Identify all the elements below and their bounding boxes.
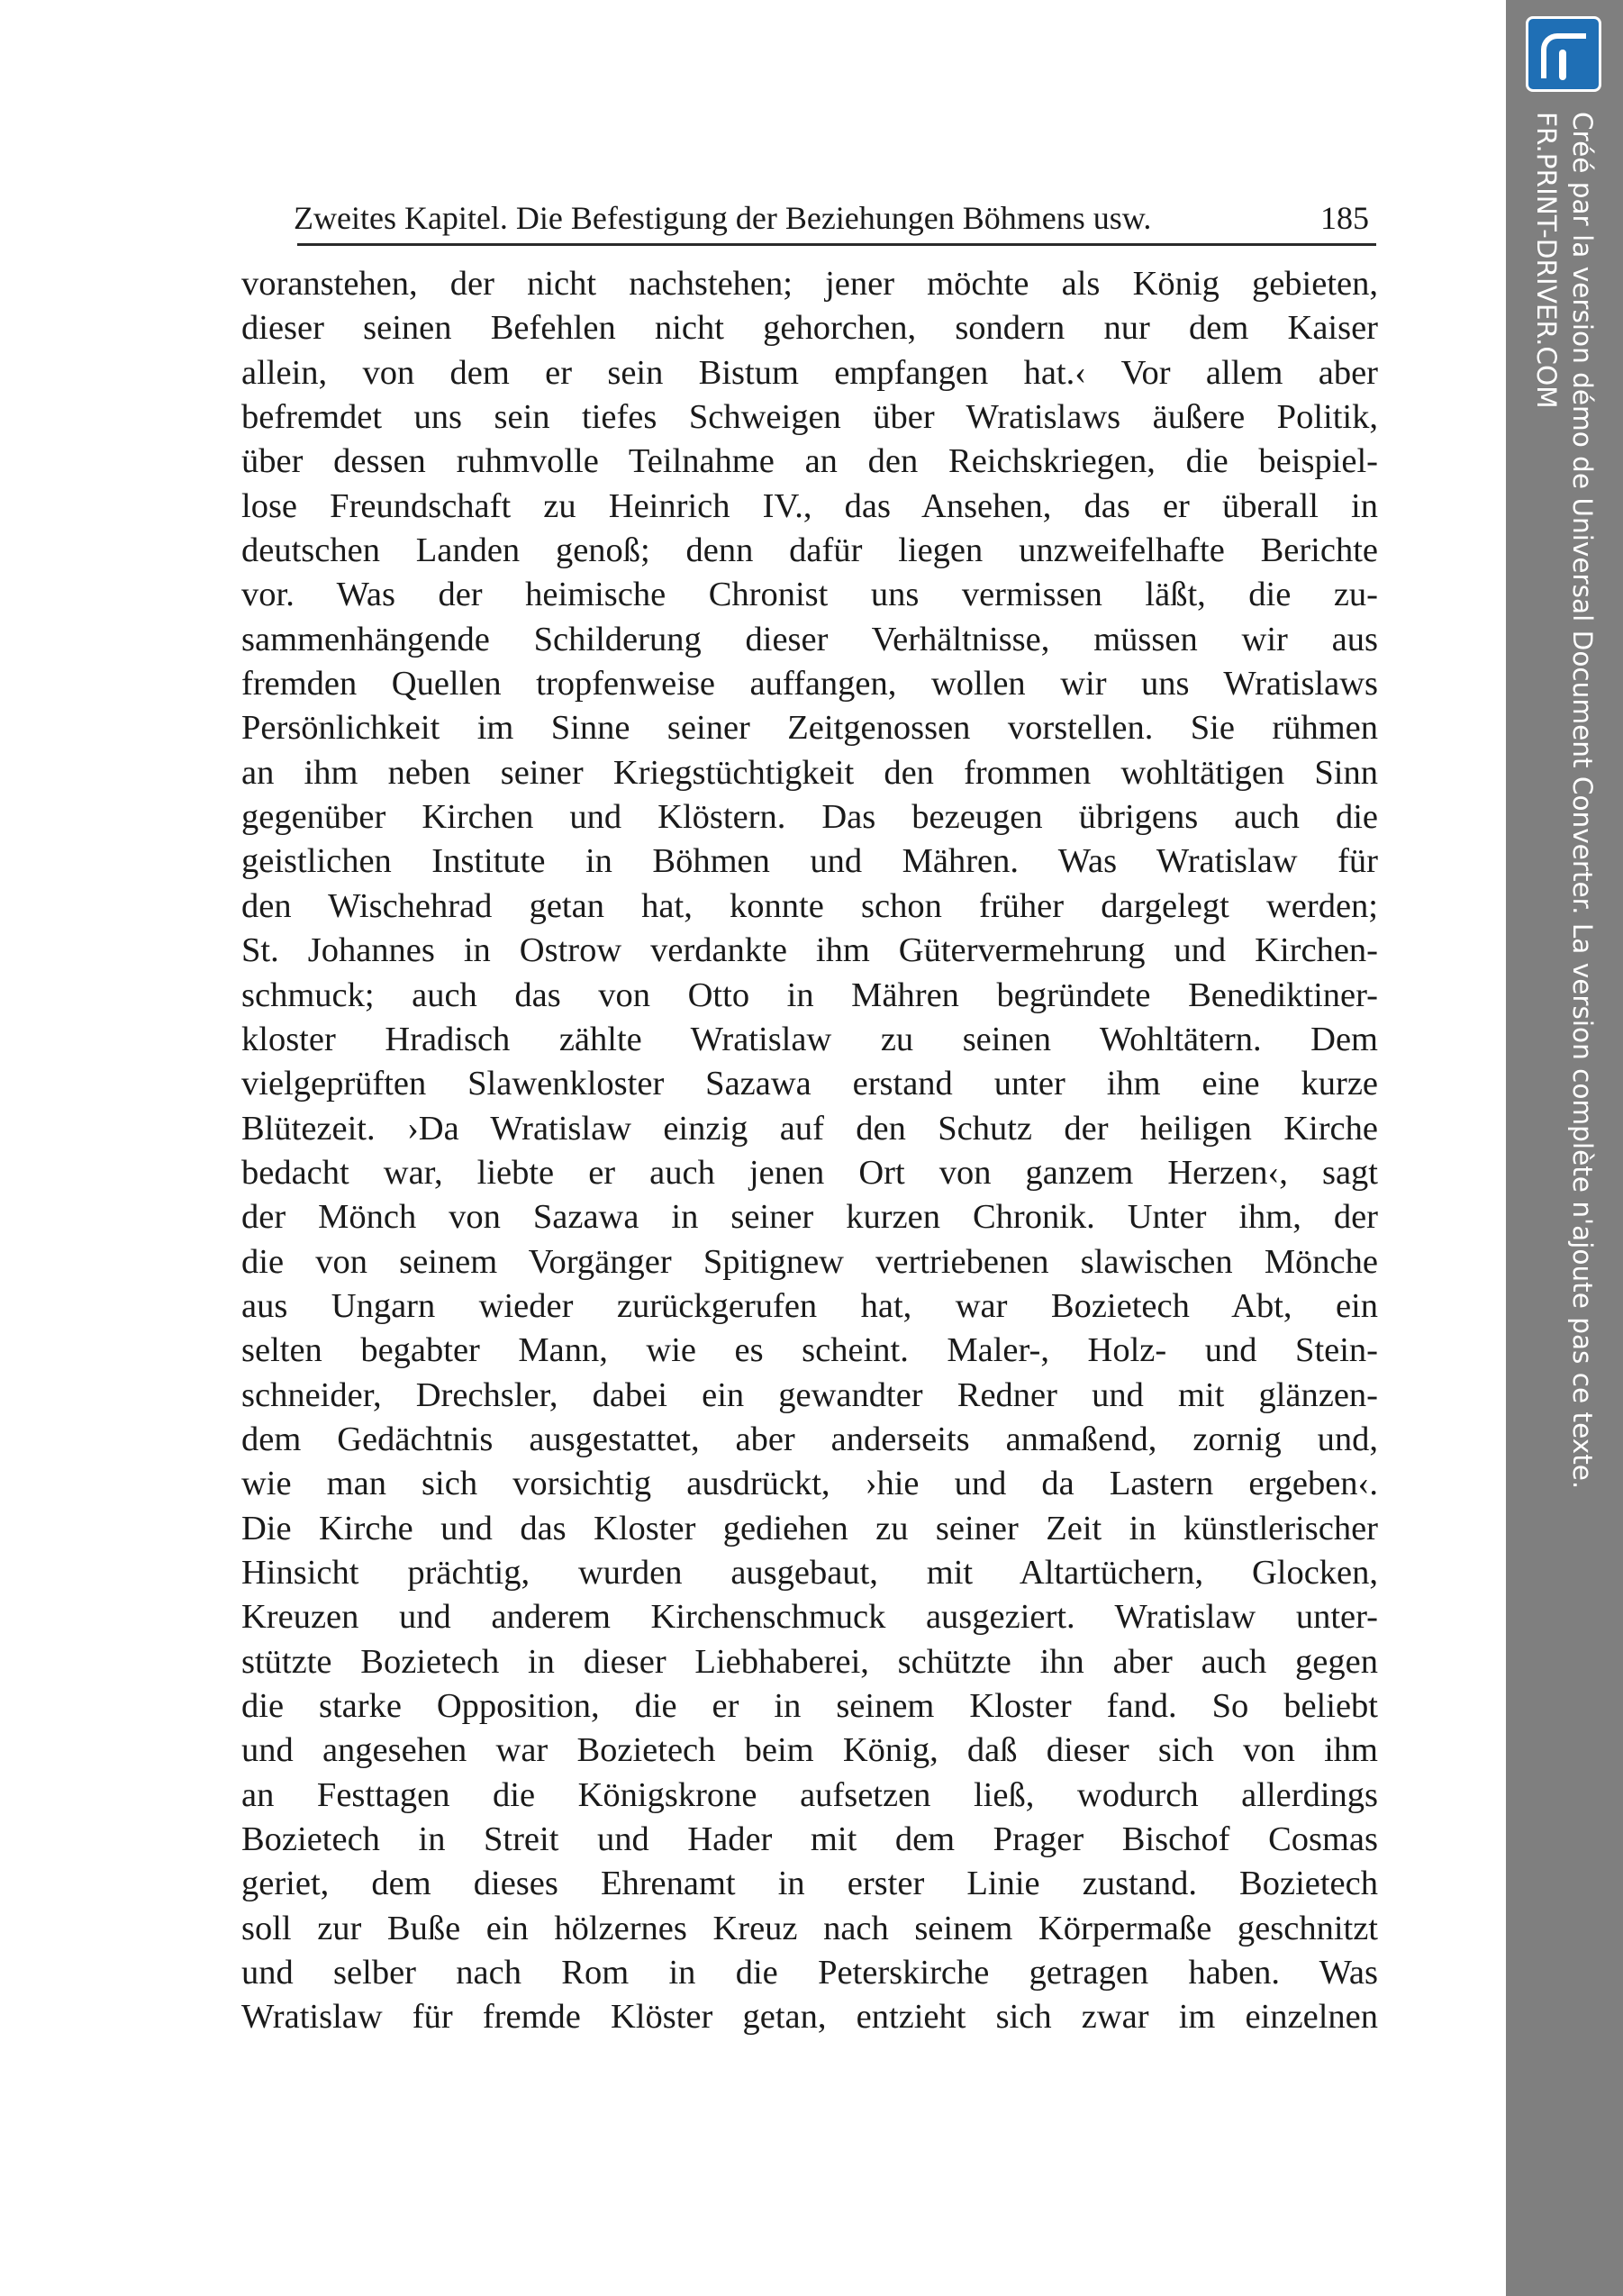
text-line: vielgeprüften Slawenkloster Sazawa erstand unter ihm eine kurze [241, 1065, 1378, 1103]
text-line: kloster Hradisch zählte Wratislaw zu seinen Wohltätern. Dem [241, 1020, 1378, 1058]
text-line: befremdet uns sein tiefes Schweigen über Wratislaws äußere Politik, [241, 398, 1378, 437]
text-line: St. Johannes in Ostrow verdankte ihm Gütervermehrung und Kirchen- [241, 931, 1378, 970]
text-line: stützte Bozietech in dieser Liebhaberei, schützte ihn aber auch gegen [241, 1642, 1378, 1681]
text-line: dem Gedächtnis ausgestattet, aber anderseits anmaßend, zornig und, [241, 1420, 1378, 1458]
universal-document-converter-logo-icon [1526, 16, 1601, 92]
logo-bar-icon [1559, 50, 1566, 80]
watermark-sidebar [1506, 0, 1623, 2296]
text-line: bedacht war, liebte er auch jenen Ort von ganzem Herzen‹, sagt [241, 1153, 1378, 1192]
text-line: Die Kirche und das Kloster gediehen zu seiner Zeit in künstlerischer [241, 1509, 1378, 1547]
text-line: deutschen Landen genoß; denn dafür liegen unzweifelhafte Berichte [241, 531, 1378, 570]
text-line: sammenhängende Schilderung dieser Verhältnisse, müssen wir aus [241, 620, 1378, 658]
watermark-text [1528, 112, 1600, 1489]
text-line: dieser seinen Befehlen nicht gehorchen, sondern nur dem Kaiser [241, 309, 1378, 348]
text-line: lose Freundschaft zu Heinrich IV., das Ansehen, das er überall in [241, 486, 1378, 525]
text-line: allein, von dem er sein Bistum empfangen hat.‹ Vor allem aber [241, 353, 1378, 392]
page-number: 185 [1320, 200, 1369, 236]
text-line: schneider, Drechsler, dabei ein gewandter Redner und mit glänzen- [241, 1375, 1378, 1414]
text-line: der Mönch von Sazawa in seiner kurzen Chronik. Unter ihm, der [241, 1198, 1378, 1237]
page-content [241, 198, 1378, 2040]
text-line: und selber nach Rom in die Peterskirche getragen haben. Was [241, 1954, 1378, 1992]
text-line: und angesehen war Bozietech beim König, daß dieser sich von ihm [241, 1731, 1378, 1770]
header-title: Zweites Kapitel. Die Befestigung der Beziehungen Böhmens usw. [294, 200, 1152, 236]
watermark-line-2: FR.PRINT-DRIVER.COM [1531, 112, 1562, 409]
text-line: Bozietech in Streit und Hader mit dem Prager Bischof Cosmas [241, 1820, 1378, 1859]
text-line: voranstehen, der nicht nachstehen; jener möchte als König gebieten, [241, 265, 1378, 303]
text-line: Kreuzen und anderem Kirchenschmuck ausgeziert. Wratislaw unter- [241, 1598, 1378, 1637]
header-rule [297, 243, 1376, 246]
text-line: an ihm neben seiner Kriegstüchtigkeit den frommen wohltätigen Sinn [241, 753, 1378, 792]
body-text [241, 262, 1378, 2040]
text-line: die von seinem Vorgänger Spitignew vertriebenen slawischen Mönche [241, 1242, 1378, 1281]
text-line: fremden Quellen tropfenweise auffangen, wollen wir uns Wratislaws [241, 665, 1378, 703]
text-line: Wratislaw für fremde Klöster getan, entzieht sich zwar im einzelnen [241, 1998, 1378, 2037]
text-line: vor. Was der heimische Chronist uns vermissen läßt, die zu- [241, 576, 1378, 614]
text-line: soll zur Buße ein hölzernes Kreuz nach seinem Körpermaße geschnitzt [241, 1909, 1378, 1947]
text-line: selten begabter Mann, wie es scheint. Maler-, Holz- und Stein- [241, 1331, 1378, 1370]
text-line: Hinsicht prächtig, wurden ausgebaut, mit Altartüchern, Glocken, [241, 1553, 1378, 1592]
text-line: über dessen ruhmvolle Teilnahme an den Reichskriegen, die beispiel- [241, 442, 1378, 481]
text-line: schmuck; auch das von Otto in Mähren begründete Benediktiner- [241, 976, 1378, 1014]
text-line: gegenüber Kirchen und Klöstern. Das bezeugen übrigens auch die [241, 798, 1378, 837]
text-line: geriet, dem dieses Ehrenamt in erster Linie zustand. Bozietech [241, 1865, 1378, 1903]
text-line: den Wischehrad getan hat, konnte schon früher dargelegt werden; [241, 886, 1378, 925]
watermark-line-1: Créé par la version démo de Universal Document Converter. La version complète n'ajoute pas ce texte. [1567, 112, 1598, 1490]
text-line: Persönlichkeit im Sinne seiner Zeitgenossen vorstellen. Sie rühmen [241, 709, 1378, 748]
running-header [241, 198, 1378, 243]
text-line: wie man sich vorsichtig ausdrückt, ›hie und da Lastern ergeben‹. [241, 1465, 1378, 1503]
text-line: Blütezeit. ›Da Wratislaw einzig auf den Schutz der heiligen Kirche [241, 1109, 1378, 1148]
text-line: aus Ungarn wieder zurückgerufen hat, war Bozietech Abt, ein [241, 1286, 1378, 1325]
text-line: an Festtagen die Königskrone aufsetzen ließ, wodurch allerdings [241, 1775, 1378, 1814]
text-line: geistlichen Institute in Böhmen und Mähren. Was Wratislaw für [241, 842, 1378, 881]
text-line: die starke Opposition, die er in seinem Kloster fand. So beliebt [241, 1687, 1378, 1725]
